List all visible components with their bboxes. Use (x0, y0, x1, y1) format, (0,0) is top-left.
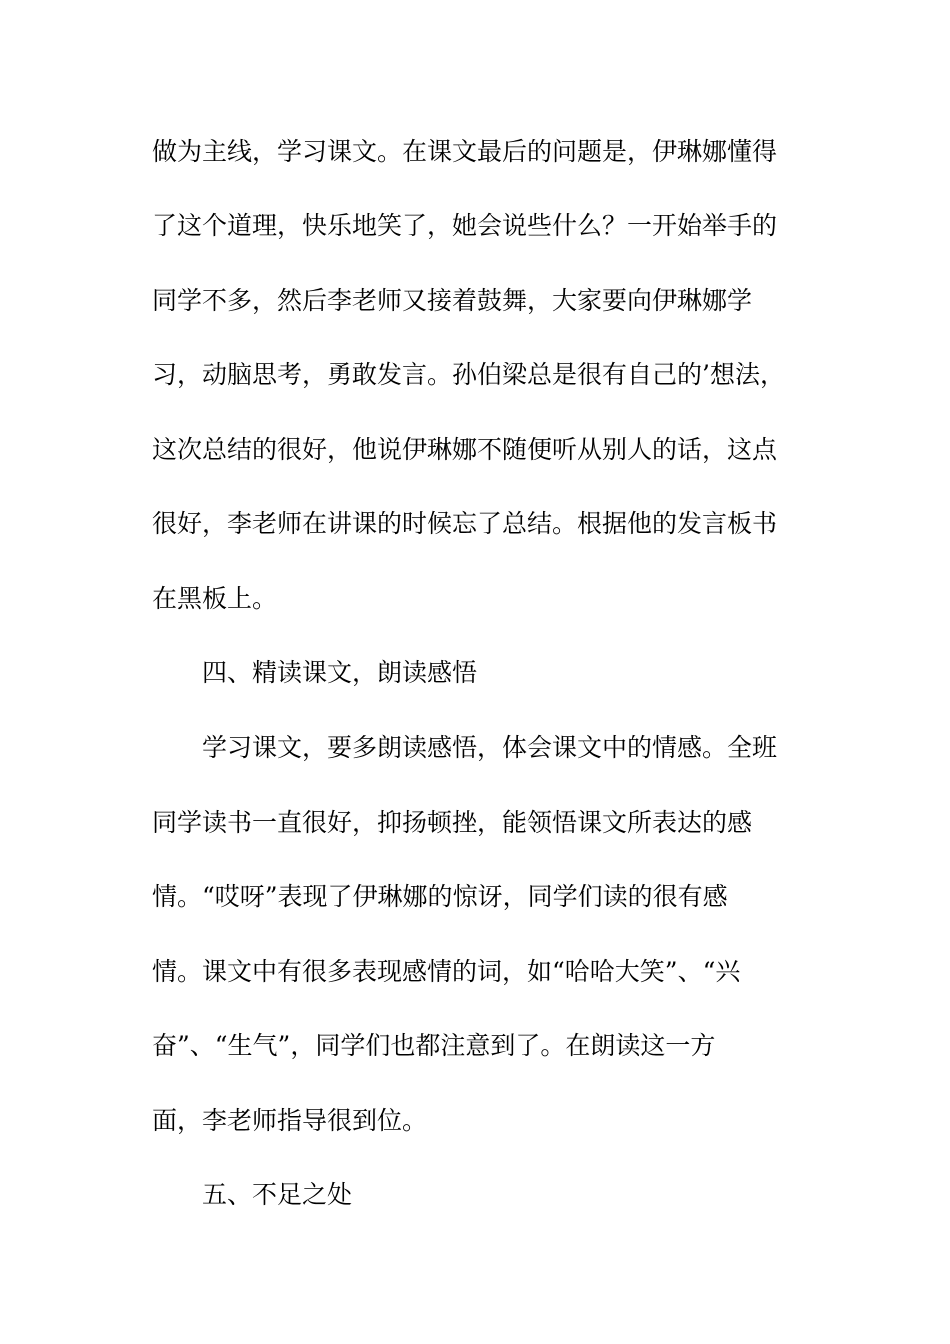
body-text-line: 情。“哎呀”表现了伊琳娜的惊讶，同学们读的很有感 (152, 882, 728, 911)
body-text-line: 学习课文，要多朗读感悟，体会课文中的情感。全班 (202, 733, 778, 762)
body-text-line: 很好，李老师在讲课的时候忘了总结。根据他的发言板书 (152, 509, 778, 538)
body-text-line: 奋”、“生气”，同学们也都注意到了。在朗读这一方 (152, 1031, 716, 1060)
body-text-line: 做为主线，学习课文。在课文最后的问题是，伊琳娜懂得 (152, 137, 778, 166)
body-text-line: 同学不多，然后李老师又接着鼓舞，大家要向伊琳娜学 (152, 286, 753, 315)
body-text-line: 情。课文中有很多表现感情的词，如“哈哈大笑”、“兴 (152, 957, 741, 986)
body-text-line: 了这个道理，快乐地笑了，她会说些什么？一开始举手的 (152, 211, 778, 240)
body-text-line: 习，动脑思考，勇敢发言。孙伯梁总是很有自己的’想法， (152, 360, 785, 389)
section-heading: 五、不足之处 (202, 1180, 353, 1209)
body-text-line: 在黑板上。 (152, 584, 278, 613)
section-heading: 四、精读课文，朗读感悟 (202, 658, 478, 687)
body-text-line: 这次总结的很好，他说伊琳娜不随便听从别人的话，这点 (152, 435, 778, 464)
body-text-line: 面，李老师指导很到位。 (152, 1106, 428, 1135)
body-text-line: 同学读书一直很好，抑扬顿挫，能领悟课文所表达的感 (152, 808, 753, 837)
